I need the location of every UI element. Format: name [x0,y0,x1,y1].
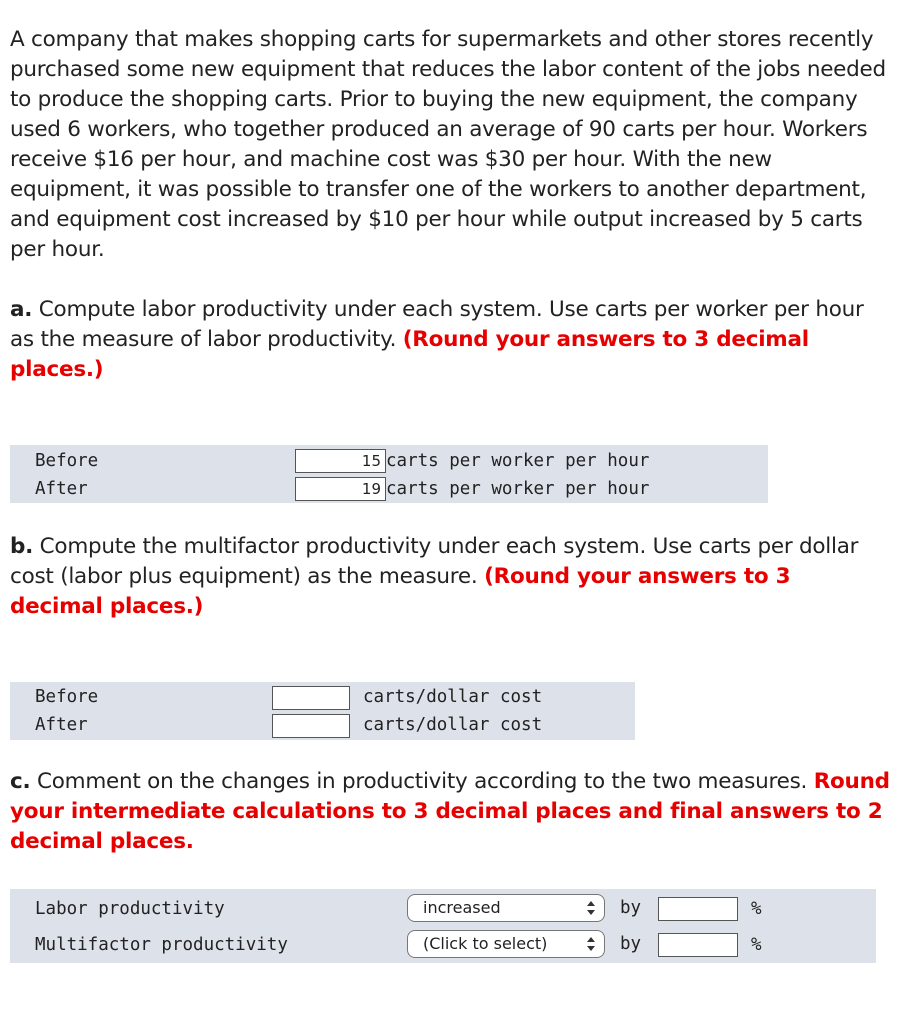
part-c-multifactor-input[interactable] [658,933,738,957]
part-a-letter: a. [10,297,33,322]
part-a-before-input[interactable]: 15 [295,449,386,473]
part-c-labor-by: by [620,898,642,918]
part-c-labor-unit: % [751,899,762,919]
part-b-before-input[interactable] [272,686,350,710]
part-c-letter: c. [10,769,31,794]
part-a-instruction: Compute labor productivity under each system. Use carts per worker per hour as the measure of labor productivity. [10,297,864,352]
part-a-round-note: (Round your answers to 3 decimal places.) [10,327,809,382]
part-c-labor-input[interactable] [658,897,738,921]
part-b-before-unit: carts/dollar cost [363,687,543,707]
part-b-after-label: After [35,715,88,735]
part-c-answer-table [10,889,876,963]
part-b-answer-table [10,682,635,740]
part-b-round-note: (Round your answers to 3 decimal places.) [10,564,791,619]
part-b-letter: b. [10,534,34,559]
part-a-after-label: After [35,479,88,499]
part-b-after-input[interactable] [272,714,350,738]
select-arrows-icon [587,900,595,916]
part-a-after-unit: carts per worker per hour [386,479,650,499]
part-c-instruction: Comment on the changes in productivity according to the two measures. [30,769,814,794]
part-c-multifactor-selected: (Click to select) [423,934,548,953]
part-c-labor-select[interactable] [407,894,605,922]
part-c-multifactor-by: by [620,934,642,954]
part-a-before-unit: carts per worker per hour [386,451,650,471]
part-c-multifactor-unit: % [751,935,762,955]
part-a-question [10,295,890,385]
part-a-after-input[interactable]: 19 [295,477,386,501]
select-arrows-icon [587,936,595,952]
part-b-question [10,532,890,622]
problem-statement: A company that makes shopping carts for supermarkets and other stores recently purchased some new equipment that reduces the labor content of the jobs needed to produce the shopping carts. Prior to buying the new equipment, the company used 6 workers, who together produced an average of 90 carts per hour. Workers receive $16 per hour, and machine cost was $30 per hour. With the new equipment, it was possible to transfer one of the workers to another department, and equipment cost increased by $10 per hour while output increased by 5 carts per hour. [10,27,886,262]
part-c-labor-label: Labor productivity [35,899,225,919]
part-a-before-label: Before [35,451,99,471]
part-a-answer-table [10,445,768,503]
part-c-round-note: Round your intermediate calculations to 3 decimal places and final answers to 2 decimal places. [10,769,890,854]
part-c-question [10,767,890,857]
part-c-multifactor-label: Multifactor productivity [35,935,288,955]
part-b-instruction: Compute the multifactor productivity under each system. Use carts per dollar cost (labor plus equipment) as the measure. [10,534,859,589]
part-b-before-label: Before [35,687,99,707]
part-b-after-unit: carts/dollar cost [363,715,543,735]
part-c-labor-selected: increased [423,898,501,917]
part-c-multifactor-select[interactable] [407,930,605,958]
